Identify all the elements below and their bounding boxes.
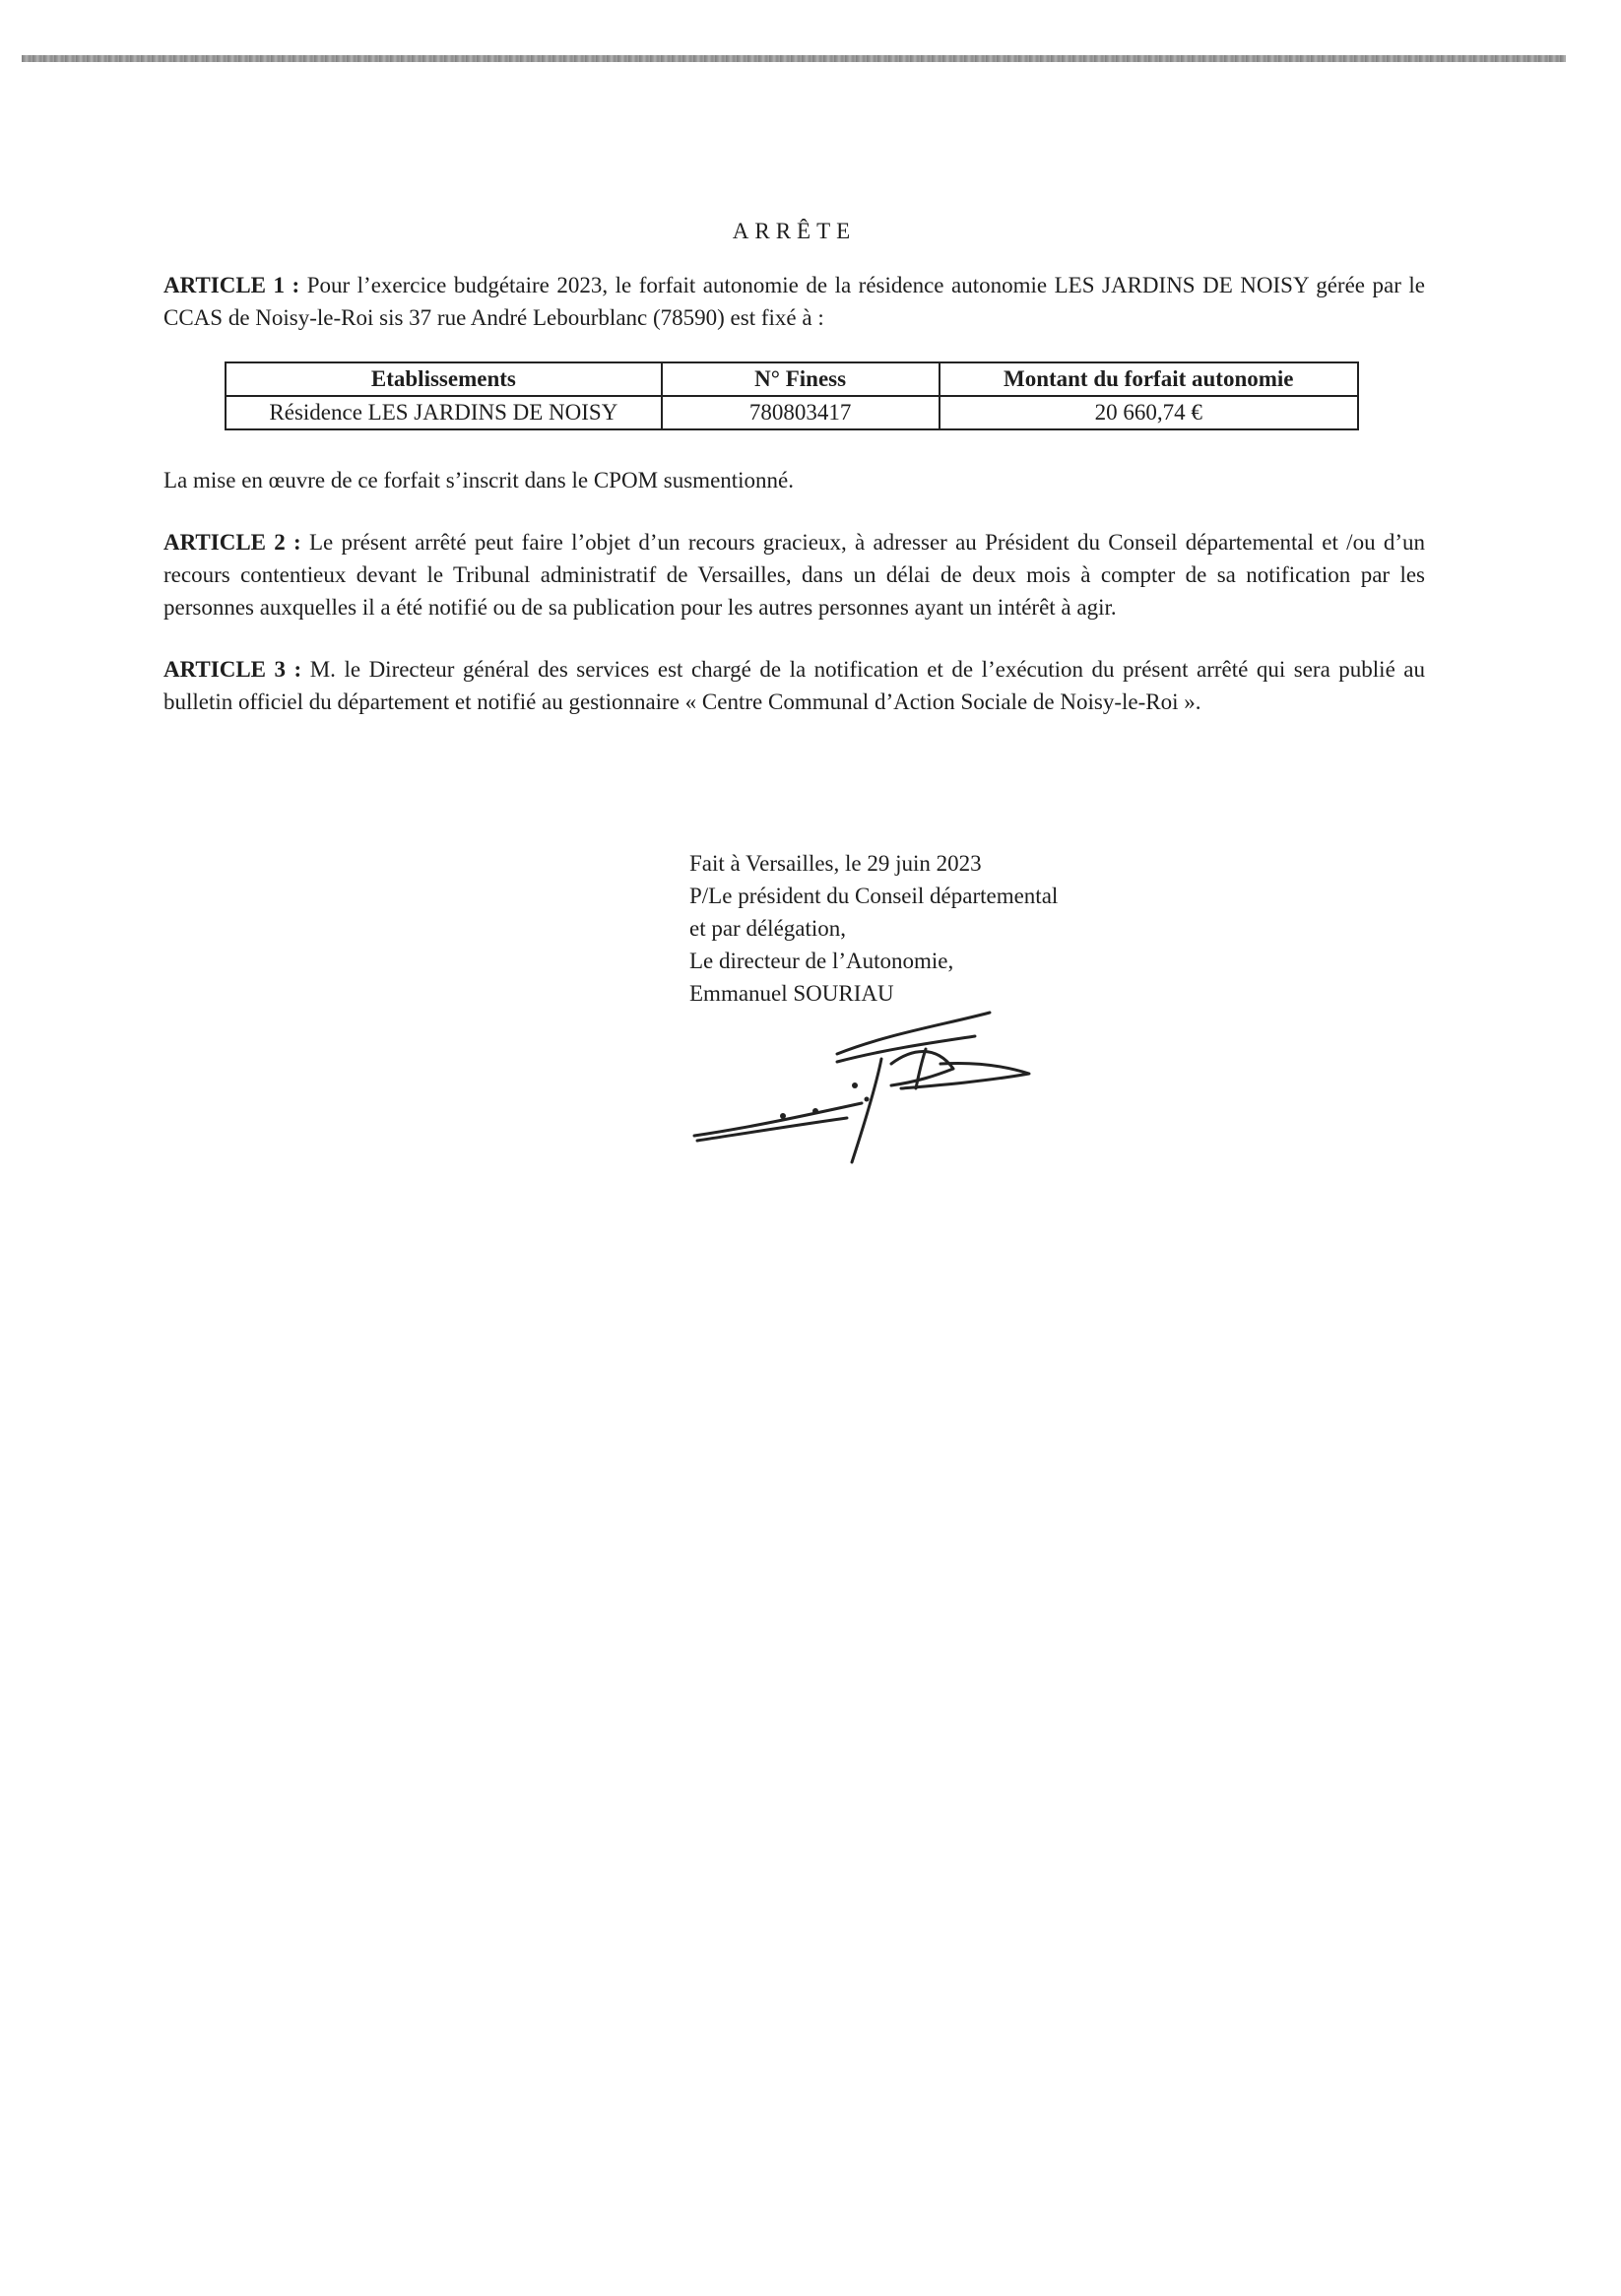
- article-3: [163, 653, 1425, 718]
- scan-top-edge: [22, 55, 1566, 62]
- article-3-text: M. le Directeur général des services est chargé de la notification et de l’exécution du présent arrêté qui sera publié au bulletin officiel du département et notifié au gestionnaire « Centre Communal d’Action Sociale de Noisy-le-Roi ».: [163, 657, 1426, 714]
- forfait-table-wrapper: [225, 361, 1359, 430]
- signature-block: [689, 847, 1058, 1010]
- handwritten-signature-icon: [689, 1005, 1064, 1172]
- cell-finess: 780803417: [662, 396, 940, 429]
- document-body: [163, 215, 1425, 718]
- article-1-label: ARTICLE 1 :: [163, 273, 300, 297]
- article-2-text: Le présent arrêté peut faire l’objet d’un recours gracieux, à adresser au Président du Conseil départemental et /ou d’un recours contentieux devant le Tribunal administratif de Versailles, dans un délai de deux mois à compter de sa notification par les personnes auxquelles il a été notifié ou de sa publication pour les autres personnes ayant un intérêt à agir.: [163, 530, 1426, 620]
- article-1: [163, 269, 1425, 334]
- signature-line-3: et par délégation,: [689, 916, 847, 941]
- forfait-table: [225, 361, 1359, 430]
- article-1-text: Pour l’exercice budgétaire 2023, le forfait autonomie de la résidence autonomie LES JARDINS DE NOISY gérée par le CCAS de Noisy-le-Roi sis 37 rue André Lebourblanc (78590) est fixé à :: [163, 273, 1426, 330]
- header-etablissements: Etablissements: [226, 362, 662, 396]
- cell-montant: 20 660,74 €: [940, 396, 1359, 429]
- header-finess: N° Finess: [662, 362, 940, 396]
- article-3-label: ARTICLE 3 :: [163, 657, 302, 682]
- cpom-paragraph: La mise en œuvre de ce forfait s’inscrit dans le CPOM susmentionné.: [163, 468, 795, 492]
- article-2-label: ARTICLE 2 :: [163, 530, 301, 555]
- signature-place-date: Fait à Versailles, le 29 juin 2023: [689, 851, 982, 876]
- signature-line-4: Le directeur de l’Autonomie,: [689, 949, 954, 973]
- table-header-row: [226, 362, 1358, 396]
- article-2: [163, 526, 1425, 623]
- cell-etablissement: Résidence LES JARDINS DE NOISY: [226, 396, 662, 429]
- document-heading: ARRÊTE: [732, 219, 857, 243]
- table-row: [226, 396, 1358, 429]
- signature-line-2: P/Le président du Conseil départemental: [689, 884, 1059, 908]
- signature-name: Emmanuel SOURIAU: [689, 981, 894, 1006]
- header-montant: Montant du forfait autonomie: [940, 362, 1359, 396]
